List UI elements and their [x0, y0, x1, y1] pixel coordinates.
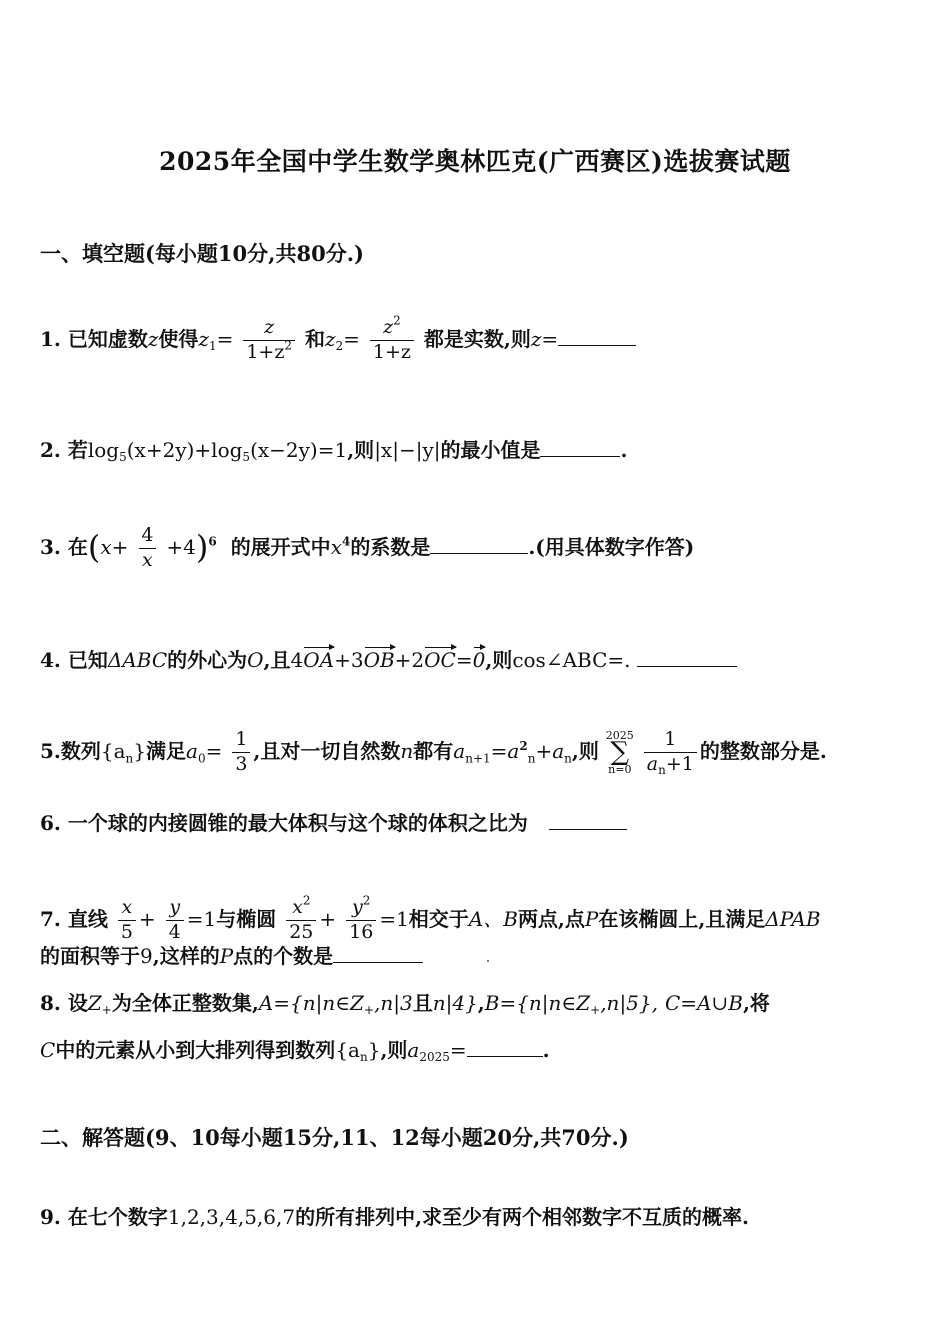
vector-ob: OB	[363, 648, 395, 672]
zero-vector: 0	[472, 648, 486, 672]
fraction-x2-over-25: $\frac{x^2}{25}$	[286, 898, 316, 943]
answer-blank-8	[467, 1054, 543, 1057]
fraction-4-over-x: $\frac{4}{x}$	[138, 526, 156, 571]
question-8-line-2: C中的元素从小到大排列得到数列$\{a_n\}$,则$a_{2025}=$ .	[40, 1038, 550, 1065]
section-fill-in-heading: 一、填空题(每小题10分,共80分.)	[40, 241, 364, 266]
question-3: 3. 在(x+ $\frac{4}{x}$ +4)$^6$ 的展开式中$x^4$的系数是 .(用具体数字作答)	[40, 524, 695, 571]
fraction-z1: $\frac{z}{1+z^2}$	[243, 318, 295, 363]
question-1: 1. 已知虚数z使得$z_1=$ $\frac{z}{1+z^2}$ 和$z_2=$ $\frac{z^2}{1+z}$ 都是实数,则z=	[40, 318, 636, 363]
question-5: 5.数列$\{a_n\}$满足$a_0=$ $\frac{1}{3}$ ,且对一切自然数n都有$a_{n+1}=a^2_n+a_n$,则 2025 ∑ n=0 $\frac{1}{a_n+1}$ 的整数部分是.	[40, 728, 827, 778]
fraction-x-over-5: $\frac{x}{5}$	[118, 898, 136, 943]
vector-oa: OA	[303, 648, 335, 672]
question-9: 9. 在七个数字1,2,3,4,5,6,7的所有排列中,求至少有两个相邻数字不互质的概率.	[40, 1205, 750, 1229]
answer-blank-7	[333, 960, 423, 963]
question-7-line-2: 的面积等于9,这样的P点的个数是	[40, 946, 423, 966]
fraction-one-third: $\frac{1}{3}$	[232, 730, 250, 775]
answer-blank-2	[540, 454, 620, 457]
fraction-sum-term: $\frac{1}{a_n+1}$	[644, 730, 697, 775]
question-2: 2. 若$\log_5(x+2y)+\log_5(x-2y)=1$,则|x|−|y|的最小值是 .	[40, 438, 628, 465]
vector-oc: OC	[424, 648, 456, 672]
fraction-y2-over-16: $\frac{y^2}{16}$	[346, 898, 376, 943]
question-4: 4. 已知ΔABC的外心为O,且4OA+3OB+2OC=0,则cos∠ABC=.	[40, 650, 737, 670]
stray-dot	[487, 960, 489, 962]
summation: 2025 ∑ n=0	[605, 729, 634, 777]
question-8-line-1: 8. 设$Z_+$为全体正整数集$,A=\{n|n\in Z_+,n|3$且$n|4\},B=\{n|n\in Z_+,n|5\}$, C=A∪B,将	[40, 991, 770, 1018]
question-7-line-1: 7. 直线 $\frac{x}{5}$ + $\frac{y}{4}$ =1与椭圆 $\frac{x^2}{25}$ + $\frac{y^2}{16}$ =1相交于A、B两点,点P在该椭圆上,且满足ΔPAB	[40, 893, 821, 943]
answer-blank-1	[558, 343, 636, 346]
answer-blank-3	[430, 551, 528, 554]
section-solve-heading: 二、解答题(9、10每小题15分,11、12每小题20分,共70分.)	[40, 1125, 629, 1150]
fraction-z2: $\frac{z^2}{1+z}$	[370, 318, 414, 363]
answer-blank-6	[549, 827, 627, 830]
answer-blank-4	[637, 664, 737, 667]
question-6: 6. 一个球的内接圆锥的最大体积与这个球的体积之比为	[40, 813, 627, 833]
page-title: 2025年全国中学生数学奥林匹克(广西赛区)选拔赛试题	[159, 147, 791, 176]
fraction-y-over-4: $\frac{y}{4}$	[166, 898, 184, 943]
